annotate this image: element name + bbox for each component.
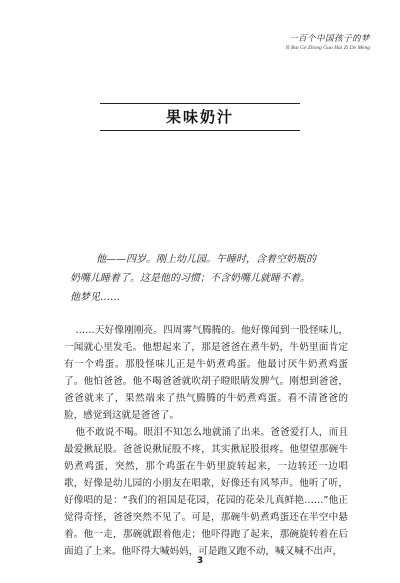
paragraph: ……天好像刚刚亮。四周雾气腾腾的。他好像闻到一股怪味儿，一闻就心里发毛。他想起来了，那是爸爸在煮牛奶，牛奶里面肯定有一个鸡蛋。那股怪味儿正是牛奶煮鸡蛋。他最讨厌牛奶煮鸡蛋了。他怕爸爸。他不喝爸爸就吹胡子瞪眼睛发脾气。刚想到爸爸，爸爸就来了，果然端来了热气腾腾的牛奶煮鸡蛋。看不清爸爸的脸，感觉到这就是爸爸了。	[64, 325, 348, 421]
story-body	[64, 322, 348, 560]
chapter-title: 果味奶汁	[165, 108, 234, 126]
paragraph: 他不敢说不喝。眼泪不知怎么地就涌了出来。爸爸爱打人，而且最爱揪屁股。爸爸说揪屁股不疼，其实揪屁股很疼。他望望那碗牛奶煮鸡蛋，突然，那个鸡蛋在牛奶里旋转起来，一边转还一边唱歌，好像是幼儿园的小朋友在唱歌，好像还有风琴声。他听了听，好像唱的是：“我们的祖国是花园，花园的花朵儿真鲜艳……”他正觉得奇怪，爸爸突然不见了。可是，那碗牛奶煮鸡蛋还在半空中悬着。他一走，那碗就跟着他走；他吓得跑了起来，那碗旋转着在后面追了上来。他吓得大喊妈妈，可是跑又跑不动，喊又喊不出声，	[64, 427, 348, 557]
title-rule-bottom	[100, 130, 300, 131]
title-rule-top	[100, 103, 300, 104]
page-number: 3	[196, 556, 204, 566]
series-title: 一百个中国孩子的梦	[288, 34, 370, 44]
intro-block	[70, 250, 340, 307]
intro-line-2: 奶嘴儿睡着了。这是他的习惯；不含奶嘴儿就睡不着。	[70, 273, 310, 284]
intro-line-1: 他——四岁。刚上幼儿园。午睡时，含着空奶瓶的	[96, 254, 316, 265]
series-subtitle: Yi Bai Ge Zhong Guo Hai Zi De Meng	[285, 45, 370, 51]
intro-line-3: 他梦见……	[70, 292, 120, 303]
title-band	[100, 103, 300, 131]
